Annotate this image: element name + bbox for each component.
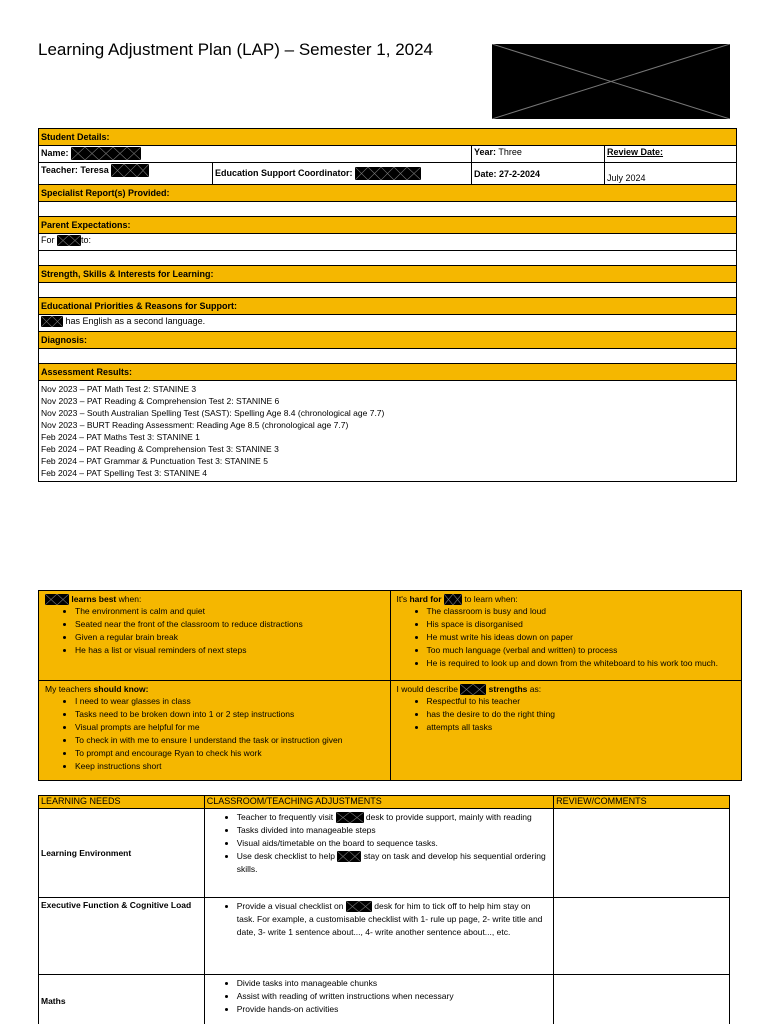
list-item: • Respectful to his teacher <box>427 695 736 708</box>
list-item: • The environment is calm and quiet <box>75 605 384 618</box>
document-title: Learning Adjustment Plan (LAP) – Semester 1, 2024 <box>38 40 434 59</box>
need-area: Learning Environment <box>39 809 205 898</box>
assessment-results <box>39 381 737 482</box>
list-item: • Seated near the front of the classroom to reduce distractions <box>75 618 384 631</box>
hard-for-cell: It's hard for to learn when: • The classroom is busy and loud • His space is disorganised • He must write his ideas down on paper • Too much language (verbal and written) to process • He is required to look up and down from the whiteboard to his work too much. <box>390 591 742 681</box>
list-item: • Visual prompts are helpful for me <box>75 721 384 734</box>
redacted-student-name <box>460 684 486 695</box>
list-item: • Use desk checklist to help stay on task and develop his sequential ordering skills. <box>237 850 549 876</box>
diagnosis-content <box>39 349 737 364</box>
list-item: • Visual aids/timetable on the board to sequence tasks. <box>237 837 549 850</box>
redacted-student-name <box>57 235 81 246</box>
assessment-line: Feb 2024 – PAT Grammar & Punctuation Test 3: STANINE 5 <box>41 456 268 466</box>
assessment-line: Nov 2023 – BURT Reading Assessment: Reading Age 8.5 (chronological age 7.7) <box>41 420 349 430</box>
list-item: • Provide hands-on activities <box>237 1003 549 1016</box>
list-item: • has the desire to do the right thing <box>427 708 736 721</box>
assessment-line: Nov 2023 – PAT Math Test 2: STANINE 3 <box>41 384 197 394</box>
diagnosis-header: Diagnosis: <box>39 332 737 349</box>
list-item: • Teacher to frequently visit desk to provide support, mainly with reading <box>237 811 549 824</box>
assessment-line: Nov 2023 – PAT Reading & Comprehension Test 2: STANINE 6 <box>41 396 280 406</box>
review-date-label-cell: Review Date: <box>605 146 737 163</box>
specialist-header: Specialist Report(s) Provided: <box>39 185 737 202</box>
need-area: Executive Function & Cognitive Load <box>39 898 205 975</box>
header-learning-needs: LEARNING NEEDS <box>39 796 205 809</box>
assessment-line: Feb 2024 – PAT Spelling Test 3: STANINE 4 <box>41 468 207 478</box>
redacted-student-name <box>41 316 63 327</box>
assessment-line: Nov 2023 – South Australian Spelling Test (SAST): Spelling Age 8.4 (chronological age 7.7) <box>41 408 385 418</box>
redacted-coordinator <box>355 167 421 180</box>
list-item: • Tasks need to be broken down into 1 or 2 step instructions <box>75 708 384 721</box>
review-cell <box>554 898 730 975</box>
list-item: • The classroom is busy and loud <box>427 605 736 618</box>
review-date-value-cell: July 2024 <box>605 163 737 185</box>
table-row <box>39 975 730 1024</box>
list-item: • Too much language (verbal and written) to process <box>427 644 736 657</box>
list-item: • attempts all tasks <box>427 721 736 734</box>
priorities-header: Educational Priorities & Reasons for Support: <box>39 298 737 315</box>
strengths-cell: I would describe strengths as: • Respectful to his teacher • has the desire to do the right thing • attempts all tasks <box>390 681 742 781</box>
parent-spacer <box>39 251 737 266</box>
adjustments-cell <box>204 809 553 898</box>
redacted-teacher <box>111 164 149 177</box>
student-details-header: Student Details: <box>39 129 737 146</box>
redacted-student-name <box>336 812 364 823</box>
list-item: • His space is disorganised <box>427 618 736 631</box>
learning-needs-table <box>38 795 730 1024</box>
esc-cell: Education Support Coordinator: <box>213 163 472 185</box>
learns-best-cell: learns best when: • The environment is calm and quiet • Seated near the front of the classroom to reduce distractions • Given a regular brain break • He has a list or visual reminders of next steps <box>39 591 391 681</box>
header-adjustments: CLASSROOM/TEACHING ADJUSTMENTS <box>204 796 553 809</box>
parent-content: For to: <box>39 234 737 251</box>
assessment-line: Feb 2024 – PAT Reading & Comprehension Test 3: STANINE 3 <box>41 444 279 454</box>
student-details-table <box>38 128 737 482</box>
list-item: • To prompt and encourage Ryan to check his work <box>75 747 384 760</box>
list-item: • He is required to look up and down from the whiteboard to his work too much. <box>427 657 736 670</box>
redacted-student-name <box>337 851 361 862</box>
list-item: • Given a regular brain break <box>75 631 384 644</box>
assessment-line: Feb 2024 – PAT Maths Test 3: STANINE 1 <box>41 432 200 442</box>
parent-header: Parent Expectations: <box>39 217 737 234</box>
redacted-student-name <box>346 901 372 912</box>
specialist-content <box>39 202 737 217</box>
redacted-student-name <box>45 594 69 605</box>
list-item: • Provide a visual checklist on desk for him to tick off to help him stay on task. For example, a customisable checklist with 1- rule up page, 2- write title and date, 3- write 1 sentence about..., 4- write another sentence about..., etc. <box>237 900 549 939</box>
date-cell: Date: 27-2-2024 <box>472 163 605 185</box>
redacted-logo <box>492 44 730 119</box>
learner-profile-grid <box>38 590 742 781</box>
list-item: • Tasks divided into manageable steps <box>237 824 549 837</box>
table-row <box>39 898 730 975</box>
strength-content <box>39 283 737 298</box>
teacher-cell: Teacher: Teresa <box>39 163 213 185</box>
adjustments-cell <box>204 898 553 975</box>
assessment-header: Assessment Results: <box>39 364 737 381</box>
header-review: REVIEW/COMMENTS <box>554 796 730 809</box>
adjustments-cell <box>204 975 553 1024</box>
review-cell <box>554 975 730 1024</box>
strength-header: Strength, Skills & Interests for Learning: <box>39 266 737 283</box>
list-item: • Keep instructions short <box>75 760 384 773</box>
review-cell <box>554 809 730 898</box>
redacted-name <box>71 147 141 160</box>
name-cell: Name: <box>39 146 472 163</box>
need-area: Maths <box>39 975 205 1024</box>
redacted-student-name <box>444 594 462 605</box>
list-item: • He must write his ideas down on paper <box>427 631 736 644</box>
year-cell: Year: Three <box>472 146 605 163</box>
table-row <box>39 809 730 898</box>
priorities-content: has English as a second language. <box>39 315 737 332</box>
teachers-should-know-cell: My teachers should know: • I need to wear glasses in class • Tasks need to be broken down into 1 or 2 step instructions • Visual prompts are helpful for me • To check in with me to ensure I understand the task or instruction given • To prompt and encourage Ryan to check his work • Keep instructions short <box>39 681 391 781</box>
list-item: • Assist with reading of written instructions when necessary <box>237 990 549 1003</box>
list-item: • He has a list or visual reminders of next steps <box>75 644 384 657</box>
list-item: • I need to wear glasses in class <box>75 695 384 708</box>
list-item: • Divide tasks into manageable chunks <box>237 977 549 990</box>
list-item: • To check in with me to ensure I understand the task or instruction given <box>75 734 384 747</box>
